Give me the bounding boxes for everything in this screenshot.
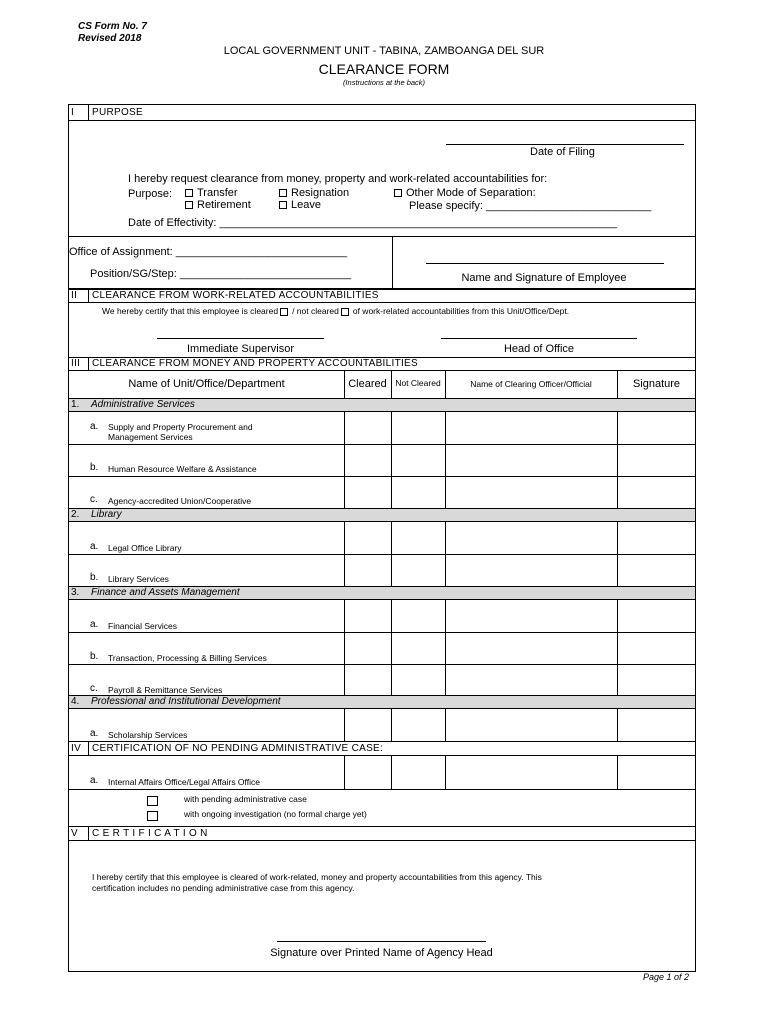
section-numeral: V <box>71 828 78 839</box>
divider <box>88 826 89 840</box>
divider <box>68 789 696 790</box>
agency-head-signature-line[interactable] <box>277 941 486 942</box>
group-number: 3. <box>71 587 80 598</box>
col-cleared-header: Cleared <box>348 378 387 390</box>
instructions-note: (Instructions at the back) <box>342 78 426 87</box>
divider <box>445 755 446 789</box>
position-field[interactable]: Position/SG/Step: ____________________________ <box>90 268 352 280</box>
divider <box>68 632 696 633</box>
cleared-checkbox[interactable] <box>280 308 288 316</box>
item-letter: a. <box>90 728 99 739</box>
revised-year: Revised 2018 <box>78 33 142 44</box>
divider <box>445 708 446 741</box>
certification-text-1: I hereby certify that this employee is cleared of work-related, money and property accountabilities from this agency. This <box>92 872 542 882</box>
divider <box>344 599 345 695</box>
group-number: 2. <box>71 509 80 520</box>
please-specify-field[interactable]: Please specify: ___________________________ <box>409 200 652 212</box>
divider <box>445 599 446 695</box>
supervisor-signature-line[interactable] <box>157 338 324 339</box>
checkbox[interactable] <box>394 189 402 197</box>
divider <box>344 708 345 741</box>
office-of-assignment-field[interactable]: Office of Assignment: ____________________________ <box>69 246 348 258</box>
not-cleared-checkbox[interactable] <box>341 308 349 316</box>
divider <box>68 302 696 303</box>
divider <box>68 554 696 555</box>
section-title-purpose: PURPOSE <box>92 107 144 118</box>
item-letter: a. <box>90 541 99 552</box>
divider <box>68 521 696 522</box>
agency-head-signature-label: Signature over Printed Name of Agency Head <box>270 947 493 959</box>
divider <box>68 370 696 371</box>
divider <box>617 755 618 789</box>
col-unit-header: Name of Unit/Office/Department <box>128 378 285 390</box>
checkbox[interactable] <box>279 189 287 197</box>
divider <box>344 411 345 508</box>
divider <box>68 508 696 509</box>
item-scholarship: Scholarship Services <box>108 730 188 740</box>
form-code: CS Form No. 7 <box>78 21 147 32</box>
item-letter: a. <box>90 619 99 630</box>
head-of-office-label: Head of Office <box>503 343 575 355</box>
section-title-money: CLEARANCE FROM MONEY AND PROPERTY ACCOUNTABILITIES <box>92 358 418 369</box>
group-admin: Administrative Services <box>91 399 195 410</box>
divider <box>344 370 345 398</box>
divider <box>391 370 392 398</box>
item-payroll-remittance: Payroll & Remittance Services <box>108 685 223 695</box>
group-number: 1. <box>71 399 80 410</box>
form-title: CLEARANCE FORM <box>318 61 450 77</box>
checkbox[interactable] <box>279 201 287 209</box>
section-title-work: CLEARANCE FROM WORK-RELATED ACCOUNTABILITIES <box>92 290 379 301</box>
item-transaction-billing: Transaction, Processing & Billing Services <box>108 653 267 663</box>
divider <box>617 708 618 741</box>
option-leave[interactable]: Leave <box>279 199 321 212</box>
group-finance: Finance and Assets Management <box>91 587 240 598</box>
item-letter: b. <box>90 462 99 473</box>
section-title-certification: C E R T I F I C A T I O N <box>92 828 208 839</box>
divider <box>445 521 446 586</box>
divider <box>391 708 392 741</box>
section-numeral: III <box>71 358 81 369</box>
col-officer-header: Name of Clearing Officer/Official <box>470 379 592 389</box>
date-of-effectivity-field[interactable]: Date of Effectivity: _________________________________________________________________ <box>128 217 618 229</box>
item-letter: b. <box>90 651 99 662</box>
item-supply-property: Supply and Property Procurement and Management Services <box>108 422 253 442</box>
divider <box>88 741 89 755</box>
divider <box>68 826 696 827</box>
divider <box>617 411 618 508</box>
item-legal-library: Legal Office Library <box>108 543 182 553</box>
col-not-cleared-header: Not Cleared <box>395 378 441 388</box>
divider <box>344 521 345 586</box>
divider <box>68 840 696 841</box>
section-numeral: II <box>71 290 78 301</box>
date-of-filing-label: Date of Filing <box>530 146 595 158</box>
item-union-coop: Agency-accredited Union/Cooperative <box>108 496 252 506</box>
divider <box>88 357 89 370</box>
divider <box>68 236 696 237</box>
divider <box>88 288 89 302</box>
group-band <box>69 508 695 521</box>
divider <box>68 741 696 742</box>
item-financial-services: Financial Services <box>108 621 177 631</box>
employee-signature-line[interactable] <box>426 263 664 264</box>
divider <box>391 755 392 789</box>
item-letter: a. <box>90 421 99 432</box>
checkbox[interactable] <box>185 189 193 197</box>
divider <box>391 521 392 586</box>
option-retirement[interactable]: Retirement <box>185 199 251 212</box>
divider <box>88 104 89 120</box>
option-resignation[interactable]: Resignation <box>279 187 349 200</box>
section-title-admin-case: CERTIFICATION OF NO PENDING ADMINISTRATIVE CASE: <box>92 743 384 754</box>
divider <box>68 664 696 665</box>
divider <box>68 476 696 477</box>
divider <box>391 599 392 695</box>
divider <box>68 755 696 756</box>
agency-name: LOCAL GOVERNMENT UNIT - TABINA, ZAMBOANGA DEL SUR <box>223 45 545 57</box>
ongoing-investigation-label: with ongoing investigation (no formal charge yet) <box>184 809 367 819</box>
divider <box>445 370 446 398</box>
pending-case-checkbox[interactable] <box>147 796 158 806</box>
item-internal-affairs: Internal Affairs Office/Legal Affairs Office <box>108 777 260 787</box>
divider <box>68 411 696 412</box>
group-library: Library <box>91 509 122 520</box>
divider <box>617 370 618 398</box>
divider <box>68 120 696 121</box>
divider <box>445 411 446 508</box>
divider <box>617 599 618 695</box>
divider <box>68 444 696 445</box>
section-numeral: IV <box>71 743 82 754</box>
item-letter: c. <box>90 494 98 505</box>
item-letter: b. <box>90 572 99 583</box>
divider <box>617 521 618 586</box>
page-number: Page 1 of 2 <box>643 972 690 982</box>
divider <box>68 599 696 600</box>
request-text: I hereby request clearance from money, property and work-related accountabilities for: <box>128 173 548 185</box>
section-numeral: I <box>71 107 75 118</box>
immediate-supervisor-label: Immediate Supervisor <box>187 343 294 355</box>
checkbox[interactable] <box>185 201 193 209</box>
purpose-label: Purpose: <box>128 188 173 200</box>
item-letter: a. <box>90 775 99 786</box>
divider <box>68 708 696 709</box>
col-signature-header: Signature <box>632 378 681 390</box>
item-hr-welfare: Human Resource Welfare & Assistance <box>108 464 257 474</box>
certification-text-2: certification includes no pending administrative case from this agency. <box>92 883 355 893</box>
date-filing-line[interactable] <box>446 144 684 145</box>
group-number: 4. <box>71 696 80 707</box>
divider <box>391 411 392 508</box>
pending-case-label: with pending administrative case <box>184 794 307 804</box>
ongoing-investigation-checkbox[interactable] <box>147 811 158 821</box>
item-library-services: Library Services <box>108 574 169 584</box>
option-other-mode[interactable]: Other Mode of Separation: <box>394 187 536 200</box>
item-letter: c. <box>90 683 98 694</box>
option-transfer[interactable]: Transfer <box>185 187 238 200</box>
certify-statement: We hereby certify that this employee is cleared / not cleared of work-related accountabilities from this Unit/Office/Dept. <box>102 306 570 316</box>
group-professional: Professional and Institutional Development <box>91 696 281 707</box>
employee-signature-label: Name and Signature of Employee <box>461 272 627 284</box>
divider <box>344 755 345 789</box>
form-frame <box>68 104 696 972</box>
head-signature-line[interactable] <box>441 338 637 339</box>
